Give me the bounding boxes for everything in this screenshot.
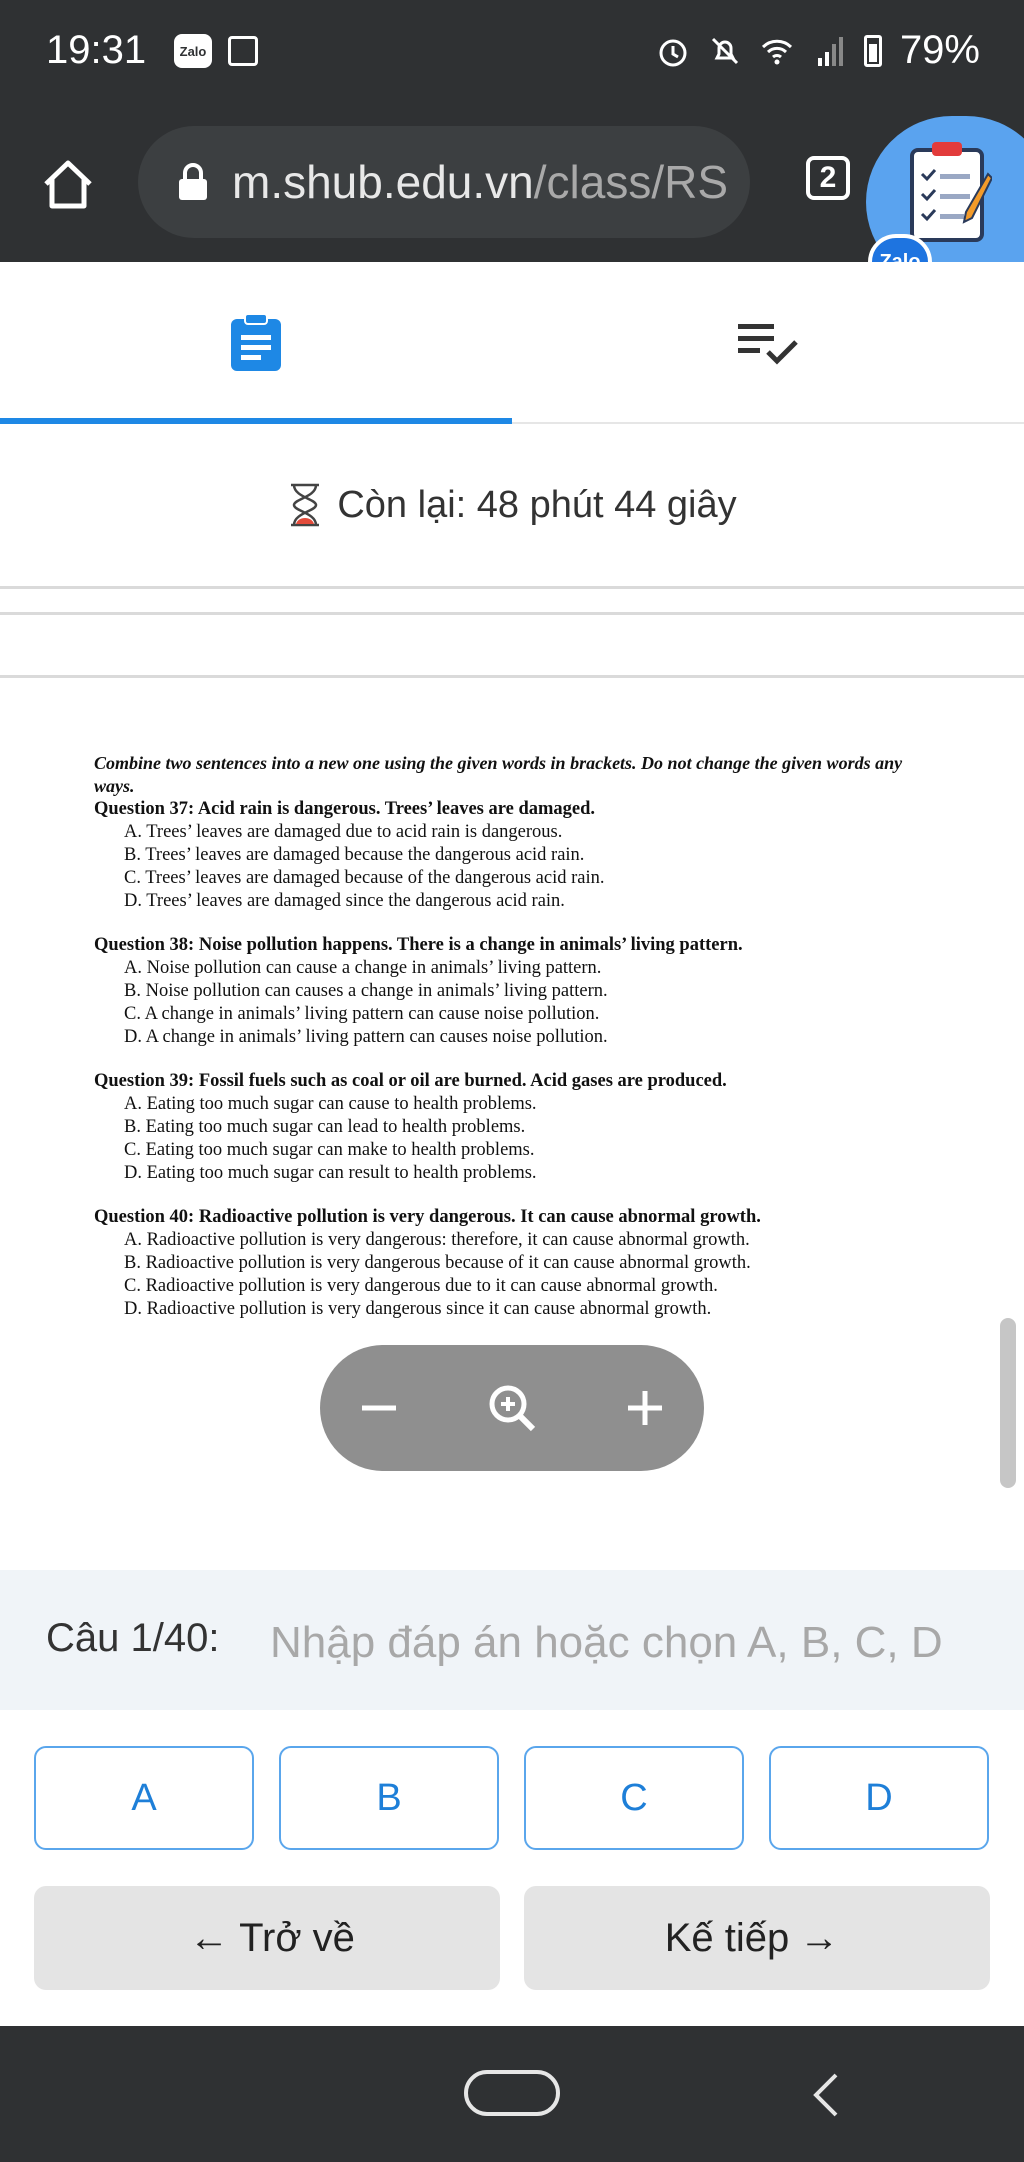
question-option: B. Trees’ leaves are damaged because the dangerous acid rain. (124, 845, 585, 865)
tab-switcher-button[interactable]: 2 (806, 156, 850, 200)
question-option: B. Noise pollution can causes a change in animals’ living pattern. (124, 981, 608, 1001)
status-icons (656, 28, 980, 73)
hourglass-icon (287, 483, 323, 527)
divider (0, 675, 1024, 678)
signal-icon (812, 34, 846, 68)
back-button[interactable] (34, 1886, 500, 1990)
zalo-notification-icon: Zalo (174, 34, 212, 68)
mute-bell-icon (708, 34, 742, 68)
checklist-icon (736, 320, 800, 366)
exam-document (94, 752, 944, 1321)
lock-icon (176, 162, 210, 202)
answer-input[interactable] (268, 1600, 992, 1686)
choice-d-button[interactable]: D (769, 1746, 989, 1850)
alarm-icon (656, 34, 690, 68)
url-text (232, 155, 732, 209)
countdown-timer (0, 424, 1024, 586)
scrollbar-thumb[interactable] (1000, 1318, 1016, 1488)
image-notification-icon (228, 36, 258, 66)
question-option: A. Eating too much sugar can cause to health problems. (124, 1094, 537, 1114)
question-option: C. Eating too much sugar can make to health problems. (124, 1140, 535, 1160)
question-option: B. Eating too much sugar can lead to health problems. (124, 1117, 526, 1137)
status-time: 19:31 (46, 28, 147, 72)
choice-b-button[interactable]: B (279, 1746, 499, 1850)
tab-exam[interactable] (0, 262, 512, 424)
question-stem: Question 39: Fossil fuels such as coal or oil are burned. Acid gases are produced. (94, 1071, 727, 1091)
choice-a-button[interactable]: A (34, 1746, 254, 1850)
question-stem: Question 38: Noise pollution happens. There is a change in animals’ living pattern. (94, 935, 743, 955)
tab-answers[interactable] (512, 262, 1024, 424)
choice-buttons (34, 1746, 990, 1850)
question-stem: Question 40: Radioactive pollution is very dangerous. It can cause abnormal growth. (94, 1207, 761, 1227)
home-icon[interactable] (38, 154, 98, 214)
clipboard-icon (229, 313, 283, 373)
url-host: m.shub.edu.vn (232, 156, 534, 208)
question-option: D. A change in animals’ living pattern can causes noise pollution. (124, 1027, 608, 1047)
home-gesture-button[interactable] (464, 2070, 560, 2116)
system-navigation-bar (0, 2026, 1024, 2162)
url-path: /class/RS (533, 156, 729, 208)
question-option: B. Radioactive pollution is very dangerous because of it can cause abnormal growth. (124, 1253, 751, 1273)
question-stem: Question 37: Acid rain is dangerous. Trees’ leaves are damaged. (94, 799, 596, 819)
divider (0, 612, 1024, 615)
question-option: A. Radioactive pollution is very dangerous: therefore, it can cause abnormal growth. (124, 1230, 750, 1250)
question-option: D. Radioactive pollution is very dangerous since it can cause abnormal growth. (124, 1299, 712, 1319)
zoom-control (320, 1345, 704, 1471)
wifi-icon (760, 34, 794, 68)
divider (0, 586, 1024, 589)
choice-c-button[interactable]: C (524, 1746, 744, 1850)
zoom-reset-icon[interactable] (477, 1373, 547, 1443)
system-back-icon[interactable] (806, 2070, 846, 2120)
zoom-in-button[interactable] (610, 1373, 680, 1443)
question-option: C. Radioactive pollution is very dangerous due to it can cause abnormal growth. (124, 1276, 718, 1296)
battery-percent: 79% (899, 28, 980, 72)
question-option: A. Noise pollution can cause a change in animals’ living pattern. (124, 958, 602, 978)
battery-icon (864, 35, 882, 67)
tab-bar (0, 262, 1024, 424)
timer-text: Còn lại: 48 phút 44 giây (337, 483, 737, 526)
status-bar (0, 0, 1024, 110)
question-option: D. Eating too much sugar can result to health problems. (124, 1163, 537, 1183)
next-button[interactable] (524, 1886, 990, 1990)
instruction-text: Combine two sentences into a new one using the given words in brackets. Do not change the given words any ways. (94, 753, 903, 796)
question-option: D. Trees’ leaves are damaged since the dangerous acid rain. (124, 891, 565, 911)
back-button-label: Trở về (239, 1915, 355, 1960)
next-button-label: Kế tiếp (664, 1915, 790, 1960)
question-option: C. A change in animals’ living pattern can cause noise pollution. (124, 1004, 600, 1024)
question-option: C. Trees’ leaves are damaged because of the dangerous acid rain. (124, 868, 605, 888)
question-option: A. Trees’ leaves are damaged due to acid rain is dangerous. (124, 822, 563, 842)
question-counter: Câu 1/40: (46, 1616, 220, 1660)
arrow-right-icon: → (799, 1915, 840, 1960)
arrow-left-icon: ← (189, 1915, 230, 1960)
answer-bar (0, 1570, 1024, 1710)
clipboard-pencil-icon (906, 138, 992, 246)
address-bar[interactable] (138, 126, 750, 238)
zoom-out-button[interactable] (344, 1373, 414, 1443)
